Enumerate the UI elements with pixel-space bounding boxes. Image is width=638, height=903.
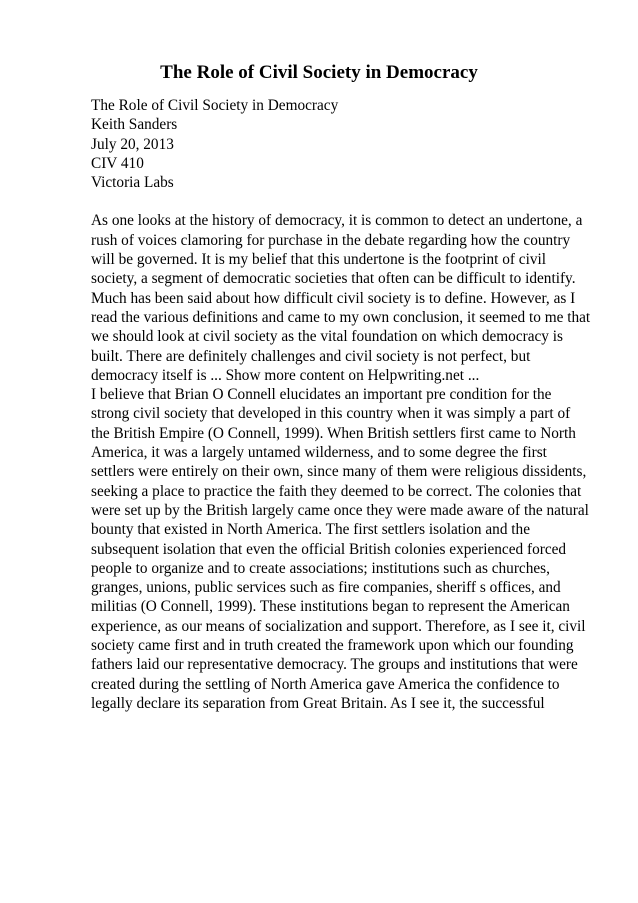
document-title: The Role of Civil Society in Democracy [160, 62, 478, 83]
document-meta [91, 96, 591, 192]
meta-course: CIV 410 [91, 154, 144, 172]
meta-author: Keith Sanders [91, 116, 178, 134]
meta-date: July 20, 2013 [91, 135, 174, 153]
paragraph-body: I believe that Brian O Connell elucidates an important pre condition for the strong civil society that developed in this country when it was simply a part of the British Empire (O Connell, 1999). When British settlers first came to North America, it was a largely untamed wilderness, and to some degree the first settlers were entirely on their own, since many of them were religious dissidents, seeking a place to practice the faith they deemed to be correct. The colonies that were set up by the British largely came once they were made aware of the natural bounty that existed in North America. The first settlers isolation and the subsequent isolation that even the official British colonies experienced forced people to organize and to create associations; institutions such as churches, granges, unions, public services such as fire companies, sheriff s offices, and militias (O Connell, 1999). These institutions began to represent the American experience, as our means of socialization and support. Therefore, as I see it, civil society came first and in truth created the framework upon which our founding fathers laid our representative democracy. The groups and institutions that were created during the settling of North America gave America the confidence to legally declare its separation from Great Britain. As I see it, the successful [91, 386, 589, 712]
meta-heading: The Role of Civil Society in Democracy [91, 97, 339, 114]
paragraph-intro: As one looks at the history of democracy, it is common to detect an undertone, a rush of voices clamoring for purchase in the debate regarding how the country will be governed. It is my belief that this undertone is the footprint of civil society, a segment of democratic societies that often can be difficult to identify. Much has been said about how difficult civil society is to define. However, as I read the various definitions and came to my own conclusion, it seemed to me that we should look at civil society as the vital foundation on which democracy is built. There are definitely challenges and civil society is not perfect, but democracy itself is ... Show more content on Helpwriting.net ... [91, 212, 591, 384]
meta-institution: Victoria Labs [91, 174, 174, 192]
spacer [91, 192, 591, 211]
document-body [91, 96, 591, 713]
